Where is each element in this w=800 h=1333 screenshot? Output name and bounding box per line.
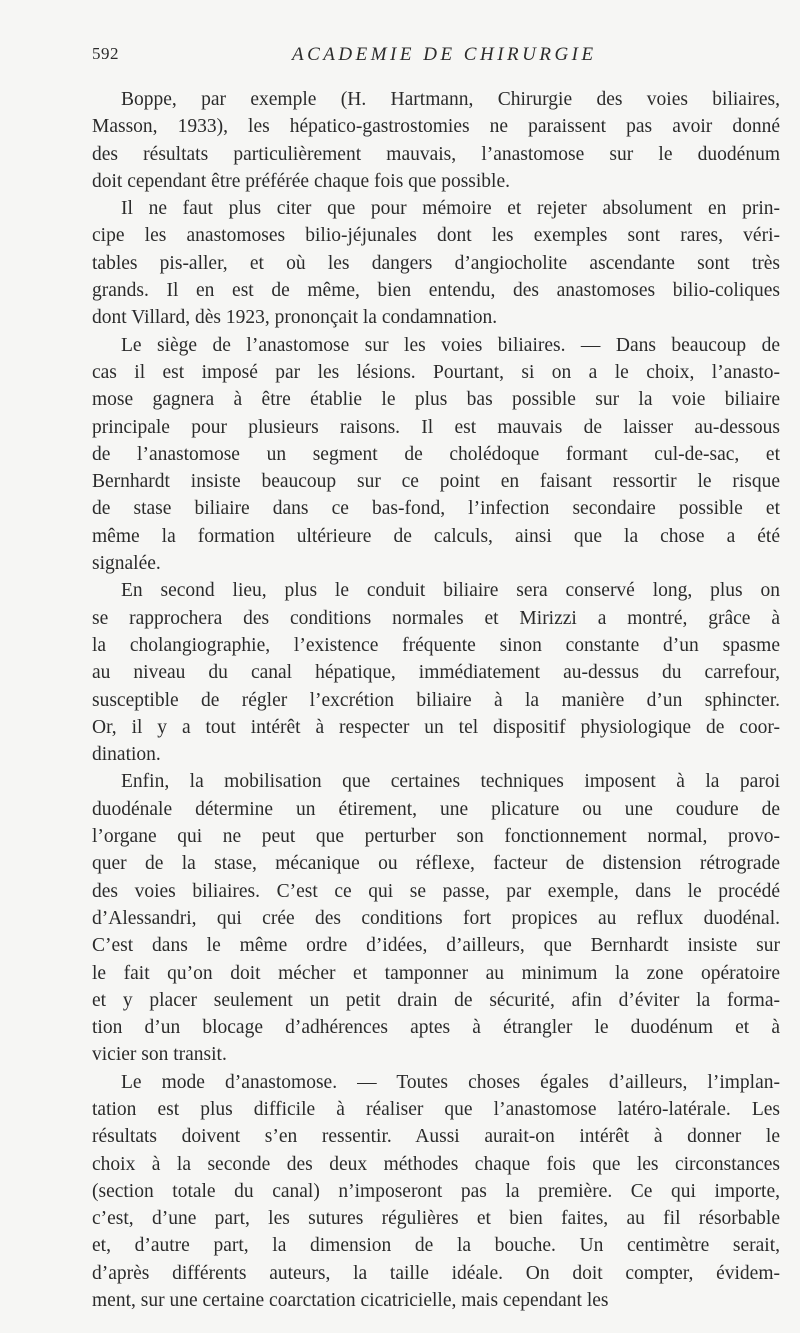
text-line: signalée.	[92, 553, 161, 575]
text-line: se rapprochera des conditions normales et Mirizzi a montré, grâce à	[92, 607, 780, 629]
text-line: résultats doivent s’en ressentir. Aussi aurait-on intérêt à donner le	[92, 1126, 780, 1148]
text-line: l’organe qui ne peut que perturber son fonctionnement normal, provo-	[92, 826, 780, 848]
text-line: cas il est imposé par les lésions. Pourtant, si on a le choix, l’anasto-	[92, 361, 780, 383]
page-number: 592	[92, 44, 119, 63]
text-line: Le siège de l’anastomose sur les voies biliaires. — Dans beaucoup de	[121, 334, 780, 356]
paragraph	[92, 577, 780, 768]
text-line: grands. Il en est de même, bien entendu, des anastomoses bilio-coliques	[92, 280, 780, 302]
text-line: vicier son transit.	[92, 1044, 227, 1066]
text-line: la cholangiographie, l’existence fréquente sinon constante d’un spasme	[92, 634, 780, 656]
paragraph	[92, 332, 780, 578]
text-line: de l’anastomose un segment de cholédoque formant cul-de-sac, et	[92, 443, 780, 465]
text-line: et, d’autre part, la dimension de la bouche. Un centimètre serait,	[92, 1235, 780, 1257]
text-line: tables pis-aller, et où les dangers d’angiocholite ascendante sont très	[92, 252, 780, 274]
text-line: Boppe, par exemple (H. Hartmann, Chirurgie des voies biliaires,	[121, 89, 780, 110]
text-line: Bernhardt insiste beaucoup sur ce point en faisant ressortir le risque	[92, 471, 780, 493]
text-line: des résultats particulièrement mauvais, l’anastomose sur le duodénum	[92, 143, 780, 165]
page-header	[92, 44, 788, 74]
text-line: susceptible de régler l’excrétion biliaire à la manière d’un sphincter.	[92, 689, 780, 711]
text-line: doit cependant être préférée chaque fois que possible.	[92, 170, 510, 192]
paragraph	[92, 86, 780, 195]
text-line: Or, il y a tout intérêt à respecter un tel dispositif physiologique de coor-	[92, 716, 780, 738]
text-line: Le mode d’anastomose. — Toutes choses égales d’ailleurs, l’implan-	[121, 1071, 780, 1093]
text-line: En second lieu, plus le conduit biliaire sera conservé long, plus on	[121, 580, 780, 602]
paragraph	[92, 1069, 780, 1315]
text-line: ment, sur une certaine coarctation cicatricielle, mais cependant les	[92, 1290, 609, 1312]
text-line: c’est, d’une part, les sutures régulières et bien faites, au fil résorbable	[92, 1208, 780, 1230]
text-line: le fait qu’on doit mécher et tamponner au minimum la zone opératoire	[92, 962, 780, 984]
text-line: quer de la stase, mécanique ou réflexe, facteur de distension rétrograde	[92, 853, 780, 875]
text-line: tation est plus difficile à réaliser que l’anastomose latéro-latérale. Les	[92, 1098, 780, 1120]
text-line: cipe les anastomoses bilio-jéjunales dont les exemples sont rares, véri-	[92, 225, 780, 247]
text-line: dont Villard, dès 1923, prononçait la condamnation.	[92, 307, 498, 329]
body-text	[92, 86, 780, 1314]
text-line: principale pour plusieurs raisons. Il est mauvais de laisser au-dessous	[92, 416, 780, 438]
text-line: C’est dans le même ordre d’idées, d’ailleurs, que Bernhardt insiste sur	[92, 935, 780, 957]
text-line: d’Alessandri, qui crée des conditions fort propices au reflux duodénal.	[92, 907, 780, 929]
text-line: tion d’un blocage d’adhérences aptes à étrangler le duodénum et à	[92, 1017, 780, 1039]
text-line: choix à la seconde des deux méthodes chaque fois que les circonstances	[92, 1153, 780, 1175]
text-line: même la formation ultérieure de calculs, ainsi que la chose a été	[92, 525, 780, 547]
text-line: Enfin, la mobilisation que certaines techniques imposent à la paroi	[121, 771, 780, 793]
text-line: et y placer seulement un petit drain de sécurité, afin d’éviter la forma-	[92, 989, 780, 1011]
text-line: Masson, 1933), les hépatico-gastrostomies ne paraissent pas avoir donné	[92, 116, 780, 138]
running-title: ACADEMIE DE CHIRURGIE	[292, 44, 597, 65]
paragraph	[92, 768, 780, 1068]
text-line: au niveau du canal hépatique, immédiatement au-dessus du carrefour,	[92, 662, 780, 684]
text-line: Il ne faut plus citer que pour mémoire et rejeter absolument en prin-	[121, 198, 780, 220]
text-line: des voies biliaires. C’est ce qui se passe, par exemple, dans le procédé	[92, 880, 780, 902]
text-line: d’après différents auteurs, la taille idéale. On doit compter, évidem-	[92, 1262, 780, 1284]
text-line: (section totale du canal) n’imposeront pas la première. Ce qui importe,	[92, 1180, 780, 1202]
text-line: mose gagnera à être établie le plus bas possible sur la voie biliaire	[92, 389, 780, 411]
paragraph	[92, 195, 780, 331]
text-line: dination.	[92, 744, 161, 766]
text-line: de stase biliaire dans ce bas-fond, l’infection secondaire possible et	[92, 498, 780, 520]
text-line: duodénale détermine un étirement, une plicature ou une coudure de	[92, 798, 780, 820]
